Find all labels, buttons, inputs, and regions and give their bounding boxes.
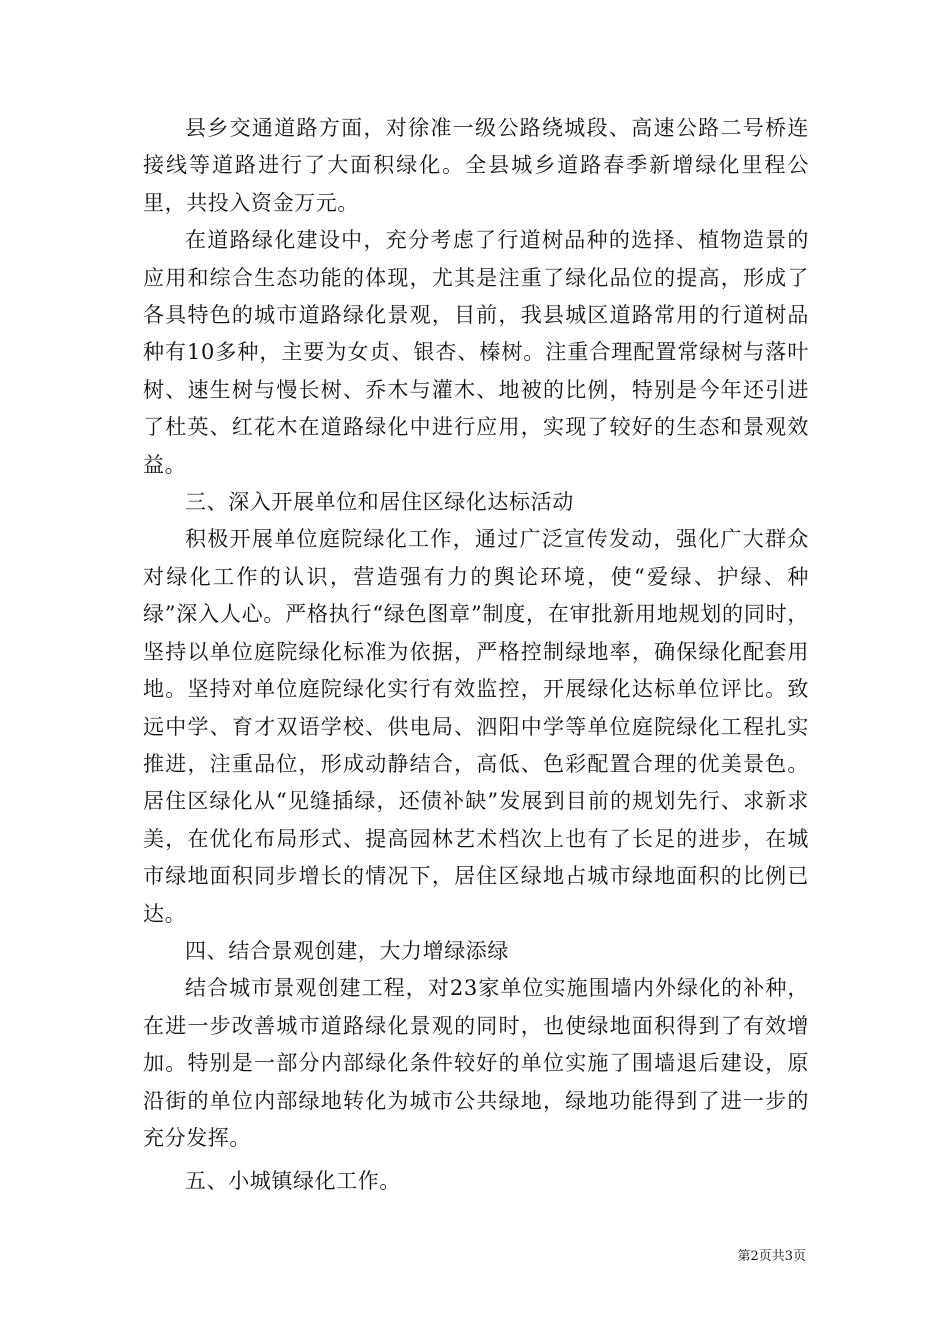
paragraph-unit-greening: 积极开展单位庭院绿化工作，通过广泛宣传发动，强化广大群众对绿化工作的认识，营造强有力的舆论环境，使“爱绿、护绿、种绿”深入人心。严格执行“绿色图章”制度，在审批新用地规划的同时，坚持以单位庭院绿化标准为依据，严格控制绿地率，确保绿化配套用地。坚持对单位庭院绿化实行有效监控，开展绿化达标单位评比。致远中学、育才双语学校、供电局、泗阳中学等单位庭院绿化工程扎实推进，注重品位，形成动静结合，高低、色彩配置合理的优美景色。居住区绿化从“见缝插绿，还债补缺”发展到目前的规划先行、求新求美，在优化布局形式、提高园林艺术档次上也有了长足的进步，在城市绿地面积同步增长的情况下，居住区绿地占城市绿地面积的比例已达。 bbox=[143, 527, 809, 926]
page-number-footer: 第2页共3页 bbox=[737, 1249, 806, 1264]
document-body bbox=[143, 110, 809, 1201]
section-heading-3: 三、深入开展单位和居住区绿化达标活动 bbox=[185, 490, 574, 515]
section-heading-4: 四、结合景观创建，大力增绿添绿 bbox=[185, 938, 509, 963]
paragraph-landscape-creation: 结合城市景观创建工程，对23家单位实施围墙内外绿化的补种，在进一步改善城市道路绿化景观的同时，也使绿地面积得到了有效增加。特别是一部分内部绿化条件较好的单位实施了围墙退后建设，原沿街的单位内部绿地转化为城市公共绿地，绿地功能得到了进一步的充分发挥。 bbox=[143, 976, 809, 1150]
paragraph-street-trees: 在道路绿化建设中，充分考虑了行道树品种的选择、植物造景的应用和综合生态功能的体现，尤其是注重了绿化品位的提高，形成了各具特色的城市道路绿化景观，目前，我县城区道路常用的行道树品种有10多种，主要为女贞、银杏、榛树。注重合理配置常绿树与落叶树、速生树与慢长树、乔木与灌木、地被的比例，特别是今年还引进了杜英、红花木在道路绿化中进行应用，实现了较好的生态和景观效益。 bbox=[143, 228, 809, 477]
paragraph-road-greening: 县乡交通道路方面，对徐准一级公路绕城段、高速公路二号桥连接线等道路进行了大面积绿化。全县城乡道路春季新增绿化里程公里，共投入资金万元。 bbox=[143, 116, 809, 215]
section-heading-5: 五、小城镇绿化工作。 bbox=[185, 1169, 401, 1194]
